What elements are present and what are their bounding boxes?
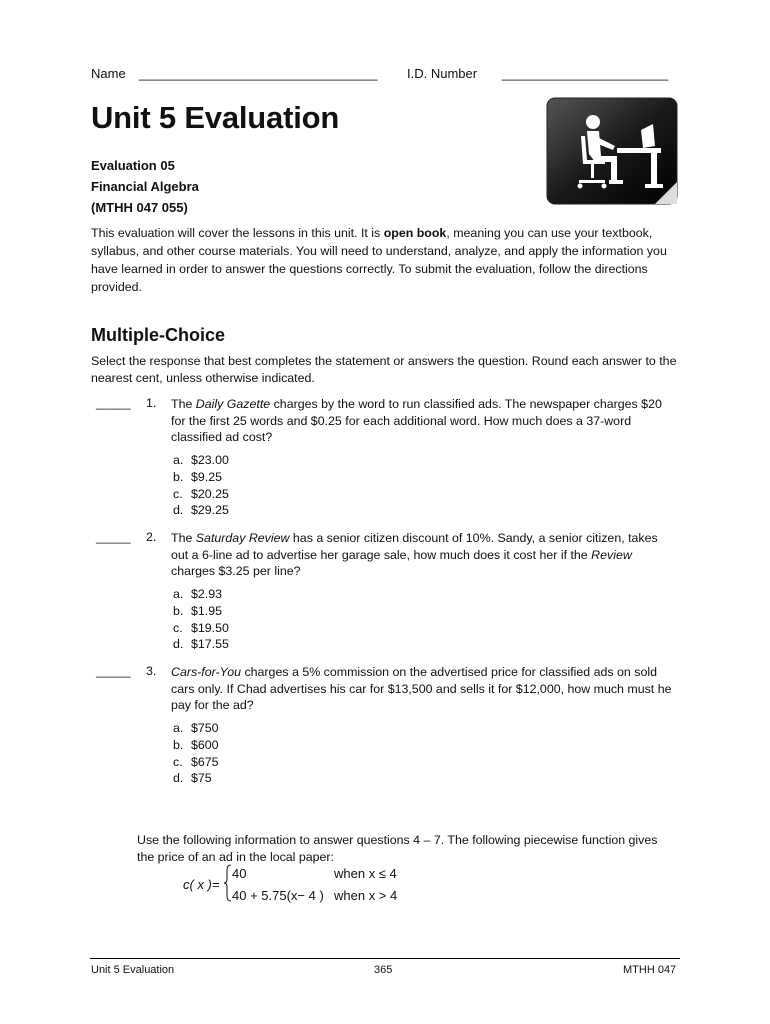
course-name: Financial Algebra (91, 179, 199, 194)
question-number-3: 3. (146, 664, 157, 678)
intro-paragraph: This evaluation will cover the lessons in this unit. It is open book, meaning you can use your textbook, syllabus, and other course materials. You will need to understand, analyze, and apply the information you have learned in order to answer the questions correctly. To submit the evaluation, follow the directions provided. (91, 226, 667, 294)
piecewise-case2-value: 40 + 5.75(x− 4 ) (232, 888, 324, 903)
answer-blank-3[interactable]: _____ (96, 664, 131, 678)
piecewise-case1-value: 40 (232, 866, 247, 881)
course-code: (MTHH 047 055) (91, 200, 188, 215)
id-number-label: I.D. Number (407, 66, 478, 81)
piecewise-case2-condition: when x > 4 (334, 888, 398, 903)
person-at-computer-desk-icon (545, 96, 679, 206)
option-3d[interactable]: d. $75 (173, 771, 212, 786)
option-1a[interactable]: a. $23.00 (173, 453, 229, 467)
option-3a[interactable]: a. $750 (173, 721, 219, 735)
option-1b[interactable]: b. $9.25 (173, 469, 223, 484)
option-1d[interactable]: d. $29.25 (173, 503, 229, 518)
question-2-options (173, 586, 229, 653)
footer-right: MTHH 047 (623, 964, 677, 976)
option-2c[interactable]: c. $19.50 (173, 620, 229, 635)
option-2a[interactable]: a. $2.93 (173, 587, 223, 601)
option-2b[interactable]: b. $1.95 (173, 603, 223, 618)
option-1c[interactable]: c. $20.25 (173, 486, 229, 501)
answer-blank-1[interactable]: _____ (96, 396, 131, 410)
answer-blank-2[interactable]: _____ (96, 530, 131, 544)
info-text: Use the following information to answer questions 4 – 7. The following piecewise function gives the price of an ad in the local paper: (137, 833, 658, 864)
piecewise-case1-condition: when x ≤ 4 (334, 866, 397, 881)
section-heading: Multiple-Choice (91, 325, 225, 345)
piecewise-brace (224, 864, 232, 902)
name-label: Name (91, 66, 126, 81)
footer-divider (90, 958, 680, 959)
question-text-1: The Daily Gazette charges by the word to run classified ads. The newspaper charges $20 for the first 25 words and $0.25 for each additional word. How much does a 37-word classified ad cost? (171, 397, 662, 444)
option-3c[interactable]: c. $675 (173, 754, 219, 769)
question-number-1: 1. (146, 396, 157, 410)
id-number-line[interactable]: _______________________ (502, 66, 669, 81)
footer-left: Unit 5 Evaluation (91, 964, 175, 976)
evaluation-number: Evaluation 05 (91, 158, 175, 173)
question-number-2: 2. (146, 530, 157, 544)
question-3-options (173, 720, 219, 787)
question-text-2: The Saturday Review has a senior citizen discount of 10%. Sandy, a senior citizen, takes out a 6-line ad to advertise her garage sale, how much does it cost her if the Review charges $3.25 per line? (171, 531, 658, 578)
piecewise-lhs: c( x )= (183, 877, 220, 892)
section-instructions: Select the response that best completes the statement or answers the question. Round each answer to the nearest cent, unless otherwise indicated. (91, 354, 677, 385)
option-3b[interactable]: b. $600 (173, 737, 219, 752)
option-2d[interactable]: d. $17.55 (173, 637, 229, 652)
page-number: 365 (374, 964, 393, 976)
question-1-options (173, 452, 229, 519)
question-text-3: Cars-for-You charges a 5% commission on the advertised price for classified ads on sold cars only. If Chad advertises his car for $13,500 and sells it for $12,000, how much must he pay for the ad? (171, 665, 672, 712)
page-title: Unit 5 Evaluation (91, 100, 340, 135)
name-line[interactable]: _________________________________ (139, 66, 378, 81)
